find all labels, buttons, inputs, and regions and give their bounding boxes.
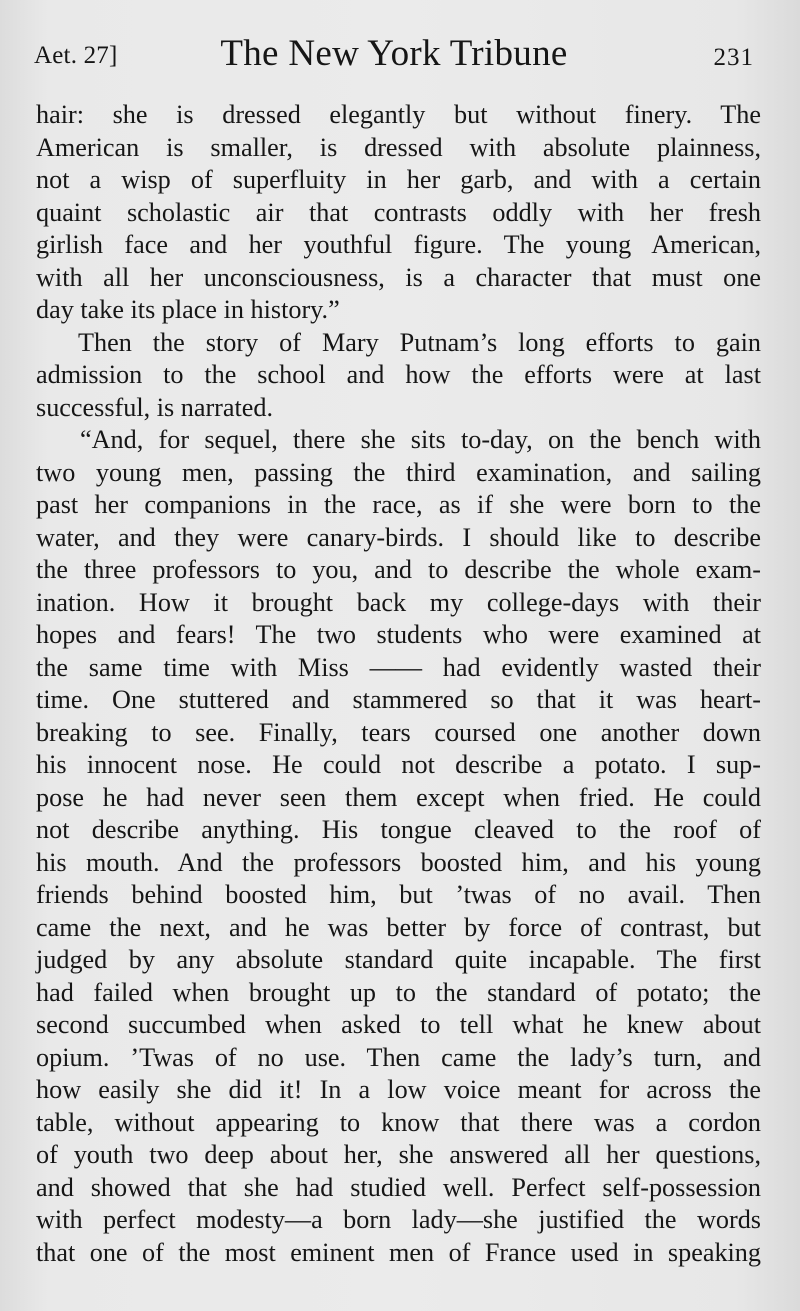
text-line: quaint scholastic air that contrasts oddly with her fresh [36, 197, 761, 227]
paragraph [36, 327, 761, 425]
paragraph [36, 424, 761, 1269]
text-line: his innocent nose. He could not describe a potato. I sup- [36, 750, 761, 779]
text-line: not a wisp of superfluity in her garb, and with a certain [36, 165, 761, 194]
text-line: had failed when brought up to the standard of potato; the [36, 977, 761, 1007]
text-line: ination. How it brought back my college-days with their [36, 587, 761, 617]
text-line: judged by any absolute standard quite incapable. The first [36, 945, 761, 974]
text-line: came the next, and he was better by force of contrast, but [36, 912, 761, 942]
text-line: two young men, passing the third examination, and sailing [36, 457, 761, 487]
text-line: and showed that she had studied well. Perfect self-possession [36, 1172, 761, 1202]
text-line: American is smaller, is dressed with absolute plainness, [36, 132, 761, 162]
page-number: 231 [713, 44, 754, 71]
text-line: that one of the most eminent men of France used in speaking [36, 1237, 761, 1267]
page-title: The New York Tribune [220, 33, 568, 74]
text-line: with perfect modesty—a born lady—she justified the words [36, 1205, 761, 1234]
text-line: “And, for sequel, there she sits to-day, on the bench with [80, 425, 761, 454]
text-line: hair: she is dressed elegantly but without finery. The [36, 100, 761, 129]
text-line: day take its place in history.” [36, 295, 340, 324]
text-line: water, and they were canary-birds. I should like to describe [36, 522, 761, 552]
text-line: table, without appearing to know that there was a cordon [36, 1107, 761, 1137]
text-line: how easily she did it! In a low voice meant for across the [36, 1075, 761, 1104]
text-line: Then the story of Mary Putnam’s long efforts to gain [78, 327, 761, 357]
paragraph [36, 99, 761, 327]
text-line: time. One stuttered and stammered so that it was heart- [36, 685, 761, 714]
text-line: hopes and fears! The two students who were examined at [36, 620, 761, 649]
text-line: opium. ’Twas of no use. Then came the lady’s turn, and [36, 1042, 761, 1072]
text-line: friends behind boosted him, but ’twas of no avail. Then [36, 880, 761, 909]
text-line: his mouth. And the professors boosted him, and his young [36, 847, 761, 877]
text-line: the three professors to you, and to describe the whole exam- [36, 555, 761, 584]
body-text [36, 99, 761, 1269]
text-line: breaking to see. Finally, tears coursed one another down [36, 717, 761, 747]
text-line: not describe anything. His tongue cleaved to the roof of [36, 815, 761, 844]
page-header [34, 28, 754, 80]
text-line: admission to the school and how the efforts were at last [36, 360, 761, 389]
text-line: pose he had never seen them except when fried. He could [36, 782, 761, 812]
text-line: successful, is narrated. [36, 392, 274, 422]
text-line: of youth two deep about her, she answered all her questions, [36, 1140, 761, 1169]
text-line: with all her unconsciousness, is a character that must one [36, 262, 761, 292]
text-line: past her companions in the race, as if she were born to the [36, 490, 761, 519]
text-line: the same time with Miss —— had evidently wasted their [36, 652, 761, 682]
text-line: second succumbed when asked to tell what he knew about [36, 1010, 761, 1039]
running-head: Aet. 27] [34, 42, 118, 69]
text-line: girlish face and her youthful figure. The young American, [36, 230, 761, 259]
